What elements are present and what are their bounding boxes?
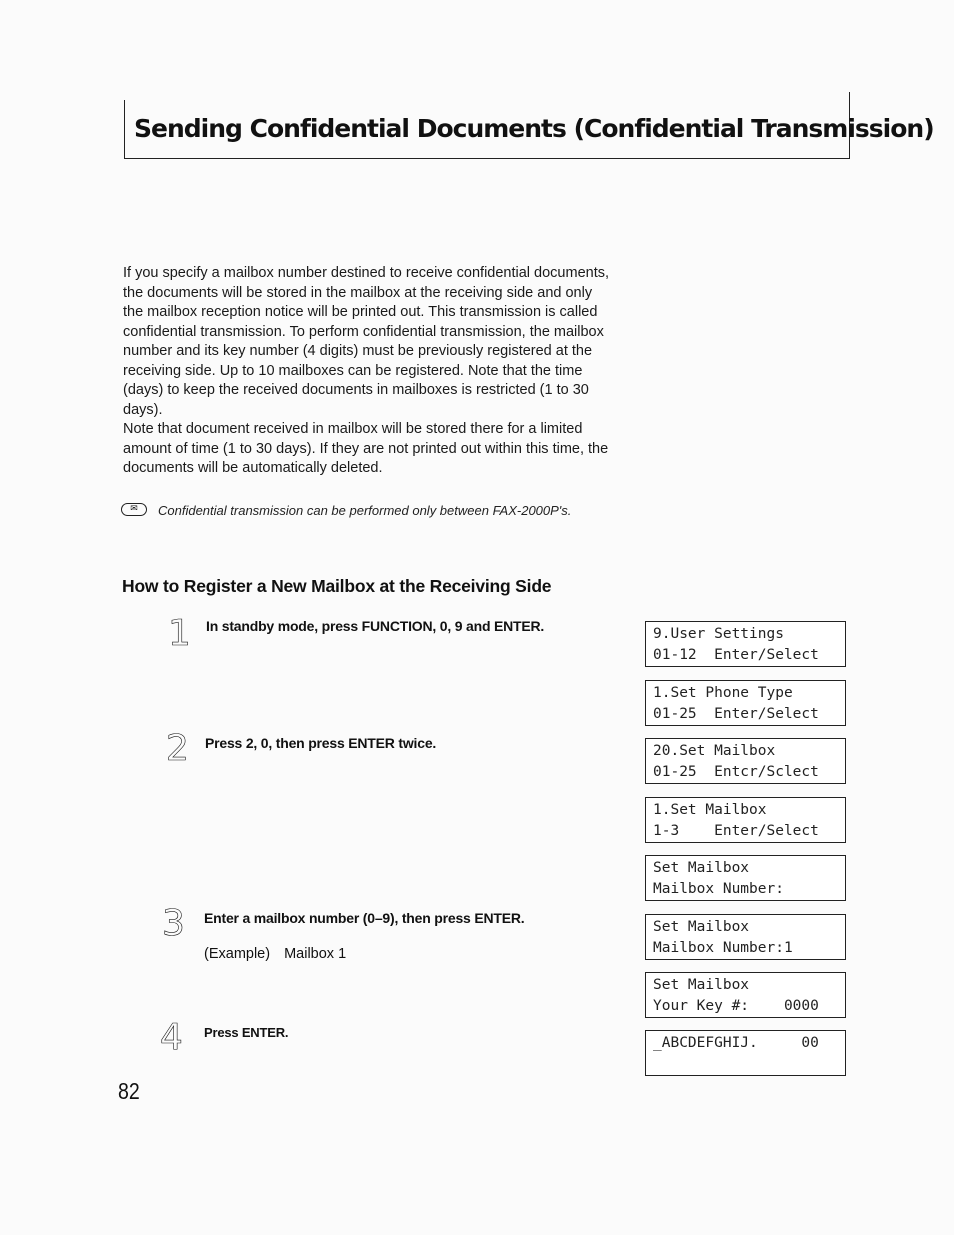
lcd-line-2: 1-3 Enter/Select (653, 823, 819, 839)
lcd-line-2: Your Key #: 0000 (653, 998, 819, 1014)
intro-paragraph-1: If you specify a mailbox number destined to receive confidential documents, the documents will be stored in the mailbox at the receiving side and only the mailbox reception notice will be printed out. This transmission is called confidential transmission. To perform confidential transmission, the mailbox number and its key number (4 digits) must be previously registered at the receiving side. Up to 10 mailboxes can be registered. Note that the time (days) to keep the received documents in mailboxes is restricted (1 to 30 days). (123, 265, 610, 418)
intro-text (123, 264, 615, 479)
lcd-display-3 (645, 738, 846, 784)
note-text: Confidential transmission can be performed only between FAX-2000P's. (158, 503, 572, 518)
step-4-text: Press ENTER. (204, 1025, 289, 1040)
section-heading: How to Register a New Mailbox at the Receiving Side (122, 576, 552, 596)
step-1-number: 1 (168, 613, 191, 654)
note-icon: ✉ (121, 503, 147, 516)
intro-paragraph-2: Note that document received in mailbox will be stored there for a limited amount of time (1 to 30 days). If they are not printed out within this time, the documents will be automatically deleted. (123, 421, 609, 476)
lcd-line-1: Set Mailbox (653, 919, 750, 935)
lcd-line-1: 9.User Settings (653, 626, 784, 642)
page-title: Sending Confidential Documents (Confidential Transmission) (134, 114, 934, 143)
lcd-line-1: Set Mailbox (653, 860, 750, 876)
lcd-line-2: 01-25 Entcr/Sclect (653, 764, 819, 780)
step-3-number: 3 (162, 903, 185, 944)
lcd-display-2 (645, 680, 846, 726)
example-label: (Example) (204, 946, 271, 962)
lcd-line-2: Mailbox Number: (653, 881, 784, 897)
lcd-display-6 (645, 914, 846, 960)
lcd-display-5 (645, 855, 846, 901)
lcd-line-2: 01-12 Enter/Select (653, 647, 819, 663)
lcd-line-1: 1.Set Phone Type (653, 685, 793, 701)
lcd-display-1 (645, 621, 846, 667)
title-border-bottom (124, 158, 850, 159)
lcd-display-8 (645, 1030, 846, 1076)
lcd-line-1: 20.Set Mailbox (653, 743, 776, 759)
lcd-display-7 (645, 972, 846, 1018)
page-number: 82 (118, 1078, 140, 1104)
title-border-left (124, 100, 125, 158)
step-2-number: 2 (166, 728, 189, 769)
lcd-display-4 (645, 797, 846, 843)
lcd-line-2: Mailbox Number:1 (653, 940, 793, 956)
example-text (204, 946, 346, 962)
lcd-line-1: 1.Set Mailbox (653, 802, 767, 818)
step-2-text: Press 2, 0, then press ENTER twice. (205, 735, 437, 751)
lcd-line-2: 01-25 Enter/Select (653, 706, 819, 722)
step-1-text: In standby mode, press FUNCTION, 0, 9 and ENTER. (206, 618, 545, 634)
step-3-text: Enter a mailbox number (0–9), then press ENTER. (204, 910, 525, 926)
step-4-number: 4 (160, 1017, 183, 1058)
lcd-line-1: Set Mailbox (653, 977, 750, 993)
lcd-line-1: _ABCDEFGHIJ. 00 (653, 1035, 819, 1051)
example-value: Mailbox 1 (284, 946, 347, 962)
